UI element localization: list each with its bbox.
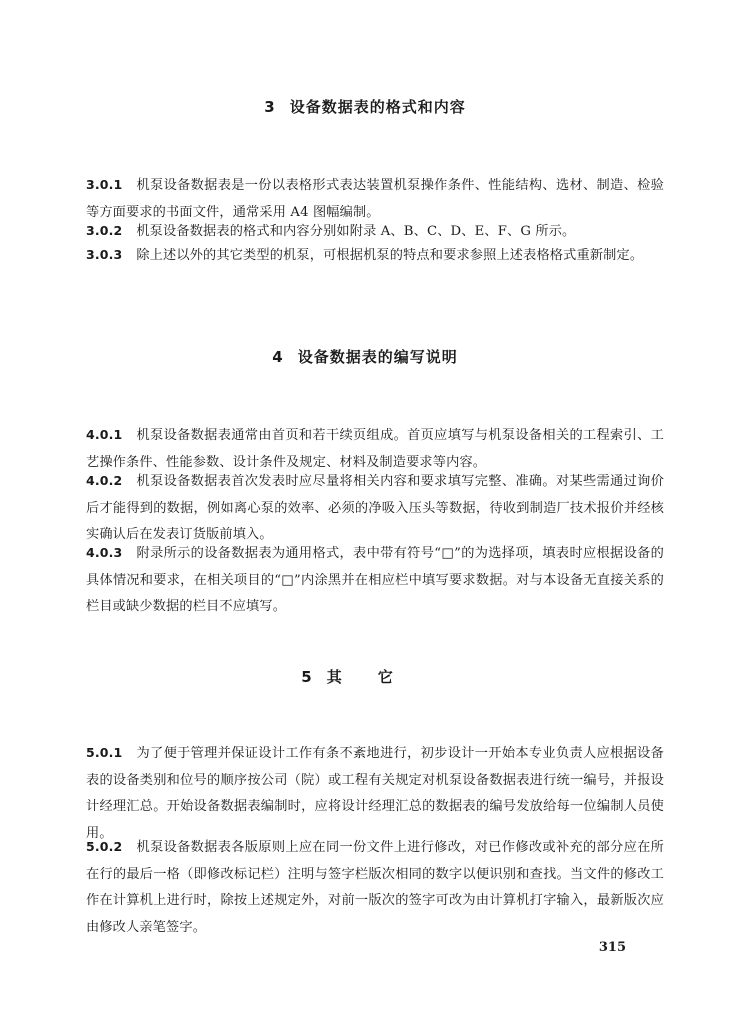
clause-number: 5.0.1 — [86, 745, 123, 760]
clause-text: 机泵设备数据表是一份以表格形式表达装置机泵操作条件、性能结构、选材、制造、检验等方面要求的书面文件，通常采用 A4 图幅编制。 — [86, 178, 664, 220]
section-title: 设备数据表的格式和内容 — [289, 98, 466, 116]
section-number: 5 — [301, 668, 313, 686]
clause-text: 机泵设备数据表首次发表时应尽量将相关内容和要求填写完整、准确。对某些需通过询价后才能得到的数据，例如离心泵的效率、必须的净吸入压头等数据，待收到制造厂技术报价并经核实确认后在发表订货版前填入。 — [86, 474, 664, 542]
clause-number: 3.0.2 — [86, 223, 123, 238]
section-title: 其它 — [326, 668, 429, 686]
clause-3-0-3 — [86, 242, 664, 270]
section-number: 3 — [264, 98, 276, 116]
clause-4-0-2 — [86, 468, 664, 549]
clause-number: 5.0.2 — [86, 839, 123, 854]
clause-text: 机泵设备数据表通常由首页和若干续页组成。首页应填写与机泵设备相关的工程索引、工艺操作条件、性能参数、设计条件及规定、材料及制造要求等内容。 — [86, 428, 664, 470]
clause-number: 4.0.2 — [86, 473, 123, 488]
clause-text: 机泵设备数据表的格式和内容分别如附录 A、B、C、D、E、F、G 所示。 — [136, 224, 576, 239]
clause-4-0-3 — [86, 540, 664, 621]
page-number: 315 — [598, 940, 626, 955]
clause-number: 3.0.3 — [86, 247, 123, 262]
section-4-heading — [0, 346, 730, 367]
clause-text: 机泵设备数据表各版原则上应在同一份文件上进行修改，对已作修改或补充的部分应在所在行的最后一格（即修改标记栏）注明与签字栏版次相同的数字以便识别和查找。当文件的修改工作在计算机上进行时，除按上述规定外，对前一版次的签字可改为由计算机打字输入，最新版次应由修改人亲笔签字。 — [86, 840, 664, 935]
clause-text: 附录所示的设备数据表为通用格式，表中带有符号“□”的为选择项，填表时应根据设备的具体情况和要求，在相关项目的“□”内涂黑并在相应栏中填写要求数据。对与本设备无直接关系的栏目或缺少数据的栏目不应填写。 — [86, 546, 664, 614]
section-title: 设备数据表的编写说明 — [297, 348, 458, 366]
clause-number: 4.0.3 — [86, 545, 123, 560]
section-3-heading — [0, 96, 730, 117]
clause-5-0-2 — [86, 834, 664, 941]
clause-number: 4.0.1 — [86, 427, 123, 442]
clause-5-0-1 — [86, 740, 664, 847]
clause-text: 为了便于管理并保证设计工作有条不紊地进行，初步设计一开始本专业负责人应根据设备表的设备类别和位号的顺序按公司（院）或工程有关规定对机泵设备数据表进行统一编号，并报设计经理汇总。开始设备数据表编制时，应将设计经理汇总的数据表的编号发放给每一位编制人员使用。 — [86, 746, 664, 841]
clause-text: 除上述以外的其它类型的机泵，可根据机泵的特点和要求参照上述表格格式重新制定。 — [136, 248, 644, 263]
clause-number: 3.0.1 — [86, 177, 123, 192]
section-number: 4 — [272, 348, 284, 366]
section-5-heading — [0, 666, 730, 687]
